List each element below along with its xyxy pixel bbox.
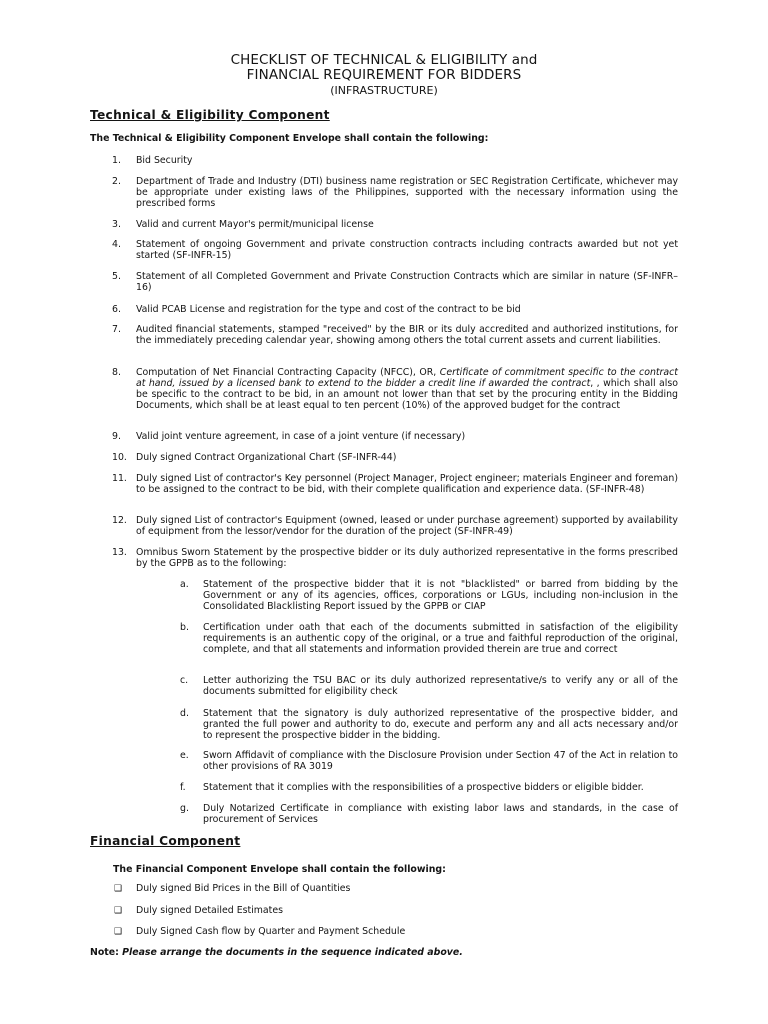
subitem-text: Letter authorizing the TSU BAC or its duly authorized representative/s to verify any or all of the documents submitted for eligibility check — [203, 675, 678, 697]
item-text: Valid and current Mayor's permit/municipal license — [136, 219, 374, 230]
financial-intro: The Financial Component Envelope shall contain the following: — [113, 864, 446, 875]
subitem-text: Duly Notarized Certificate in compliance with existing labor laws and standards, in the case of procurement of Services — [203, 803, 678, 825]
subitem-letter: d. — [180, 708, 189, 719]
item-text: Valid joint venture agreement, in case of a joint venture (if necessary) — [136, 431, 466, 442]
subitem-text: Statement that the signatory is duly authorized representative of the prospective bidder, and granted the full power and authority to do, execute and perform any and all acts necessary and/or to represent the prospective bidder in the bidding. — [203, 708, 678, 741]
document-subtitle: (INFRASTRUCTURE) — [330, 84, 438, 97]
financial-item-text: Duly signed Detailed Estimates — [136, 905, 283, 916]
item-text: Valid PCAB License and registration for the type and cost of the contract to be bid — [136, 304, 521, 315]
technical-intro: The Technical & Eligibility Component Envelope shall contain the following: — [90, 133, 489, 144]
item-number: 11. — [112, 473, 127, 484]
subitem-letter: g. — [180, 803, 189, 814]
item-text: Duly signed List of contractor's Key personnel (Project Manager, Project engineer; materials Engineer and foreman) to be assigned to the contract to be bid, with their complete qualification and experience data. (SF-INFR-48) — [136, 473, 678, 495]
subitem-text: Statement of the prospective bidder that it is not "blacklisted" or barred from bidding by the Government or any of its agencies, offices, corporations or LGUs, including non-inclusion in the Consolidated Blacklisting Report issued by the GPPB or CIAP — [203, 579, 678, 612]
item-text — [136, 368, 678, 412]
item-text: Statement of ongoing Government and private construction contracts including contracts awarded but not yet started (SF-INFR-15) — [136, 239, 678, 261]
item-text: Audited financial statements, stamped "received" by the BIR or its duly accredited and authorized institutions, for the immediately preceding calendar year, showing among others the total current assets and current liabilities. — [136, 324, 678, 346]
subitem-letter: e. — [180, 750, 189, 761]
item-number: 10. — [112, 452, 127, 463]
item-text-part: Computation of Net Financial Contracting Capacity (NFCC), OR, — [136, 367, 440, 378]
item-number: 2. — [112, 176, 121, 187]
item-text: Bid Security — [136, 155, 193, 166]
item-text: Omnibus Sworn Statement by the prospective bidder or its duly authorized representative in the forms prescribed by the GPPB as to the following: — [136, 547, 678, 569]
subitem-letter: a. — [180, 579, 189, 590]
item-number: 6. — [112, 304, 121, 315]
note-text: Please arrange the documents in the sequence indicated above. — [122, 947, 463, 958]
note — [90, 948, 463, 959]
financial-section-heading: Financial Component — [90, 834, 241, 848]
subitem-letter: b. — [180, 622, 189, 633]
item-number: 5. — [112, 271, 121, 282]
item-text: Statement of all Completed Government and Private Construction Contracts which are similar in nature (SF-INFR–16) — [136, 271, 678, 293]
checkbox-icon: ❑ — [114, 927, 123, 937]
item-number: 13. — [112, 547, 127, 558]
item-number: 12. — [112, 515, 127, 526]
item-text: Department of Trade and Industry (DTI) business name registration or SEC Registration Certificate, whichever may be appropriate under existing laws of the Philippines, supported with the necessary information using the prescribed forms — [136, 176, 678, 209]
item-text: Duly signed Contract Organizational Chart (SF-INFR-44) — [136, 452, 397, 463]
checkbox-icon: ❑ — [114, 906, 123, 916]
item-number: 1. — [112, 155, 121, 166]
item-number: 7. — [112, 324, 121, 335]
subitem-letter: c. — [180, 675, 189, 686]
item-number: 9. — [112, 431, 121, 442]
item-number: 3. — [112, 219, 121, 230]
financial-item-text: Duly signed Bid Prices in the Bill of Quantities — [136, 883, 351, 894]
item-text-part: , , which shall also be specific to the contract to be bid, in an amount not lower than that set by the procuring entity in the Bidding Documents, which shall be at least equal to ten percent (10%) of the approved budget for the contract — [136, 377, 678, 411]
subitem-text: Sworn Affidavit of compliance with the Disclosure Provision under Section 47 of the Act in relation to other provisions of RA 3019 — [203, 750, 678, 772]
note-label: Note: — [90, 947, 123, 958]
item-text-italic-part: Certificate of commitment specific to the contract at hand, issued by a licensed bank to extend to the bidder a credit line if awarded the contract — [136, 367, 678, 389]
technical-section-heading: Technical & Eligibility Component — [90, 108, 330, 122]
subitem-text: Certification under oath that each of the documents submitted in satisfaction of the eligibility requirements is an authentic copy of the original, or a true and faithful reproduction of the original, complete, and that all statements and information provided therein are true and correct — [203, 622, 678, 655]
item-number: 4. — [112, 239, 121, 250]
document-title-line-2: FINANCIAL REQUIREMENT FOR BIDDERS — [246, 67, 522, 83]
item-text: Duly signed List of contractor's Equipment (owned, leased or under purchase agreement) supported by availability of equipment from the lessor/vendor for the duration of the project (SF-INFR-49) — [136, 515, 678, 537]
subitem-letter: f. — [180, 782, 186, 793]
financial-item-text: Duly Signed Cash flow by Quarter and Payment Schedule — [136, 926, 406, 937]
subitem-text: Statement that it complies with the responsibilities of a prospective bidders or eligible bidder. — [203, 782, 644, 793]
item-number: 8. — [112, 367, 121, 378]
document-title-line-1: CHECKLIST OF TECHNICAL & ELIGIBILITY and — [230, 52, 538, 68]
checkbox-icon: ❑ — [114, 884, 123, 894]
